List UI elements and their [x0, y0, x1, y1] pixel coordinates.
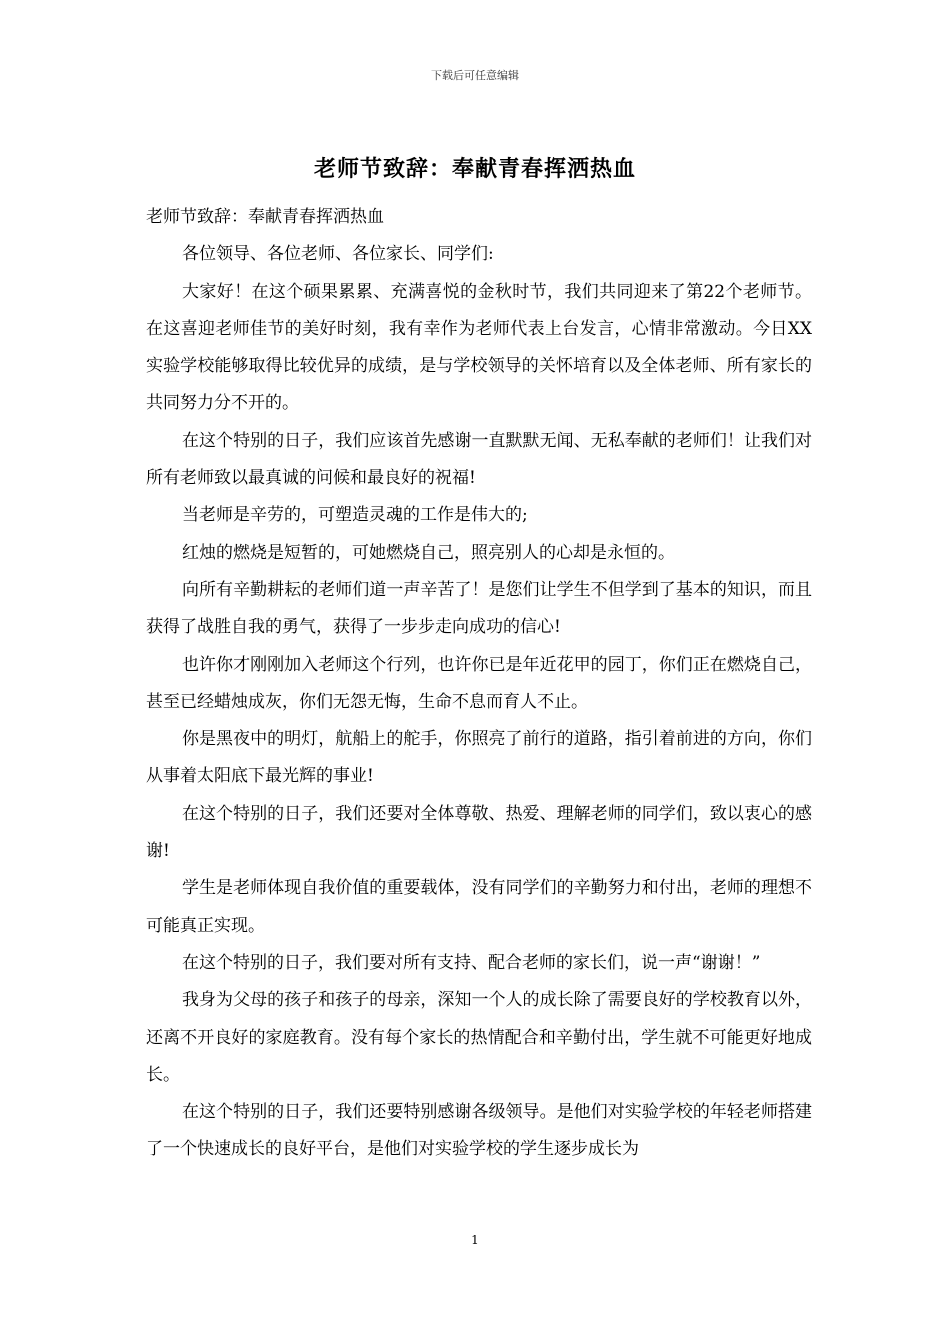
body-paragraph: 当老师是辛劳的，可塑造灵魂的工作是伟大的; [182, 505, 528, 526]
body-paragraph: 我身为父母的孩子和孩子的母亲，深知一个人的成长除了需要良好的学校教育以外，还离不开良好的家庭教育。没有每个家长的热情配合和辛勤付出，学生就不可能更好地成长。 [146, 990, 812, 1085]
body-paragraph: 在这个特别的日子，我们应该首先感谢一直默默无闻、无私奉献的老师们！让我们对所有老师致以最真诚的问候和最良好的祝福! [146, 430, 812, 489]
body-paragraph: 在这个特别的日子，我们还要对全体尊敬、热爱、理解老师的同学们，致以衷心的感谢! [146, 803, 812, 862]
document-title: 老师节致辞：奉献青春挥洒热血 [313, 156, 636, 182]
document-body [146, 199, 812, 1169]
body-paragraph: 学生是老师体现自我价值的重要载体，没有同学们的辛勤努力和付出，老师的理想不可能真正实现。 [146, 878, 812, 936]
body-paragraph: 在这个特别的日子，我们还要特别感谢各级领导。是他们对实验学校的年轻老师搭建了一个快速成长的良好平台，是他们对实验学校的学生逐步成长为 [146, 1102, 812, 1160]
body-paragraph: 向所有辛勤耕耘的老师们道一声辛苦了！是您们让学生不但学到了基本的知识，而且获得了战胜自我的勇气，获得了一步步走向成功的信心! [146, 579, 812, 638]
salutation-paragraph: 各位领导、各位老师、各位家长、同学们: [182, 244, 494, 265]
body-paragraph: 也许你才刚刚加入老师这个行列，也许你已是年近花甲的园丁，你们正在燃烧自己，甚至已经蜡烛成灰，你们无怨无悔，生命不息而育人不止。 [146, 654, 812, 712]
body-paragraph: 你是黑夜中的明灯，航船上的舵手，你照亮了前行的道路，指引着前进的方向，你们从事着太阳底下最光辉的事业! [146, 729, 812, 787]
header-note: 下载后可任意编辑 [431, 69, 519, 82]
body-paragraph: 红烛的燃烧是短暂的，可她燃烧自己，照亮别人的心却是永恒的。 [182, 542, 675, 563]
body-paragraph: 大家好！在这个硕果累累、充满喜悦的金秋时节，我们共同迎来了第22个老师节。在这喜迎老师佳节的美好时刻，我有幸作为老师代表上台发言，心情非常激动。今日XX实验学校能够取得比较优异的成绩，是与学校领导的关怀培育以及全体老师、所有家长的共同努力分不开的。 [146, 281, 812, 414]
body-paragraph: 在这个特别的日子，我们要对所有支持、配合老师的家长们，说一声“谢谢！” [182, 952, 761, 973]
document-subtitle: 老师节致辞：奉献青春挥洒热血 [146, 207, 384, 227]
page-number: 1 [471, 1233, 479, 1247]
